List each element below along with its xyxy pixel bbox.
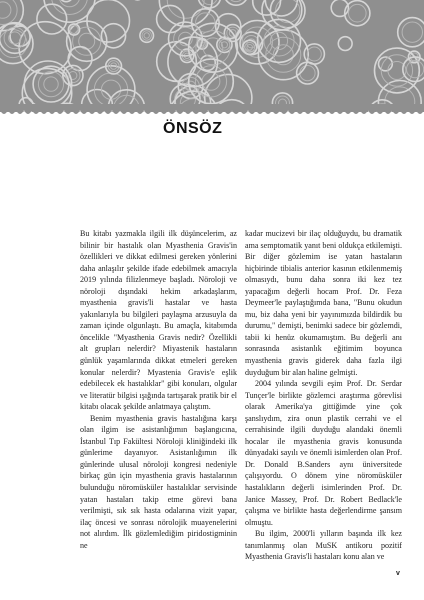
scallop-edge xyxy=(0,104,424,114)
paragraph: Bu kitabı yazmakla ilgili ilk düşüncelerim, az bilinir bir hastalık olan Myasthenia Gravis'in özellikleri ve dikkat edilmesi gereken yönlerini daha anlaşılır şekilde ifade edebilmek amacıyla 2019 yılında filizlenmeye başladı. Nöroloji ve nöroloji dışındaki hekim arkadaşlarım, myasthenia gravis'li hastalar ve hasta yakınlarıyla bu bilgileri paylaşma arzusuyla da zaman içinde olgunlaştı. Bu amaçla, kitabımda öncelikle "Myasthenia Gravis nedir? Özellikli alt grupları nelerdir? Miyastenik hastaların günlük yaşamlarında dikkat etmeleri gereken konular nelerdir? Myastenia Gravis'e eşlik edebilecek ek hastalıklar" gibi konuları, olgular ve literatür bilgisi ışığında tartışarak pratik bir el kitabı olacak şekilde anlatmaya çalıştım. xyxy=(80,229,237,412)
decorative-circle xyxy=(0,2,11,18)
page-title: ÖNSÖZ xyxy=(163,120,223,137)
circle-pattern-decoration xyxy=(0,0,424,112)
left-column xyxy=(80,228,237,551)
decorative-circle xyxy=(300,66,315,81)
scalloped-edge-decoration xyxy=(0,104,424,120)
paragraph: Benim myasthenia gravis hastalığına karşı olan ilgim ise asistanlığımın başlangıcına, İstanbul Tıp Fakültesi Nöroloji kliniğindeki ilk günlerime dayanıyor. Asistanlığımın ilk günlerinde ulusal nöroloji kongresi nedeniyle birkaç gün için myasthenia gravis hastalarının bulunduğu nöromüsküler hastalıklar servisinde yatan hastaları takip etme görevi bana verilmişti, sık sık hasta odalarına vizit yapar, ilaç öncesi ve sonrası nörolojik muayenelerini not alırdım. İlk gözlemlediğim piridostigminin ne xyxy=(80,413,237,550)
decorative-circle xyxy=(144,33,149,38)
decorative-circle xyxy=(59,0,73,2)
decorative-circle xyxy=(224,0,248,5)
paragraph: Bu ilgim, 2000'li yılların başında ilk kez tanımlanmış olan MuSK antikoru pozitif Myasthenia Gravis'li hastaları konu alan ve xyxy=(245,529,402,562)
decorative-circle xyxy=(338,37,352,51)
decorative-circle xyxy=(142,31,151,40)
paragraph: kadar mucizevi bir ilaç olduğuydu, bu dramatik ama semptomatik yanıt beni oldukça etkilemişti. Bir diğer gözlemim ise yatan hastaların hiçbirinde tibialis anterior kasının etkilenmemiş olmasıydı, bunu daha sonra iki kez tez yapacağım değerli hocam Prof. Dr. Feza Deymeer'le paylaştığımda bana, "Bunu okudun mu, biz daha yeni bir yayınımızda bildirdik bu durumu," demişti, benimki sadece bir gözlemdi, tabii ki henüz okumamıştım. Bu değerli anı sonrasında asistanlık eğitimim boyunca myasthenia gravis giderek daha fazla ilgi duyduğum bir alan haline gelmişti. xyxy=(245,229,402,377)
decorative-circle xyxy=(349,4,367,22)
decorative-circle xyxy=(228,0,245,2)
decorative-circle xyxy=(402,22,422,42)
decorative-circle xyxy=(87,0,130,42)
decorative-circle xyxy=(68,47,92,71)
decorative-circle xyxy=(38,72,63,97)
header-banner xyxy=(0,0,424,112)
decorative-circle xyxy=(198,0,220,8)
page-number: v xyxy=(396,570,400,577)
decorative-circle xyxy=(44,77,58,91)
decorative-circle xyxy=(307,47,321,61)
decorative-circle xyxy=(37,4,67,34)
paragraph: 2004 yılında sevgili eşim Prof. Dr. Serdar Tunçer'le birlikte gözlemci araştırma görevlisi olarak Amerika'ya gittiğimde yine çok şanslıydım, zira onun plastik cerrahi ve el cerrahisinde ilgili duyduğu alandaki önemli hocalar ile myasthenia gravis konusunda dünyadaki sayılı ve önemli isimlerden olan Prof. Dr. Donald B.Sanders aynı üniversitede çalışıyordu. O dönem yine nöromüsküler hastalıkların değerli isimlerinden Prof. Dr. Janice Massey, Prof. Dr. Robert Bedlack'le çalışma ve birlikte hasta değerlendirme şansım olmuştu. xyxy=(245,379,402,527)
right-column xyxy=(245,228,402,563)
decorative-circle xyxy=(73,27,101,55)
decorative-circle xyxy=(101,80,120,99)
decorative-circle xyxy=(101,24,125,48)
